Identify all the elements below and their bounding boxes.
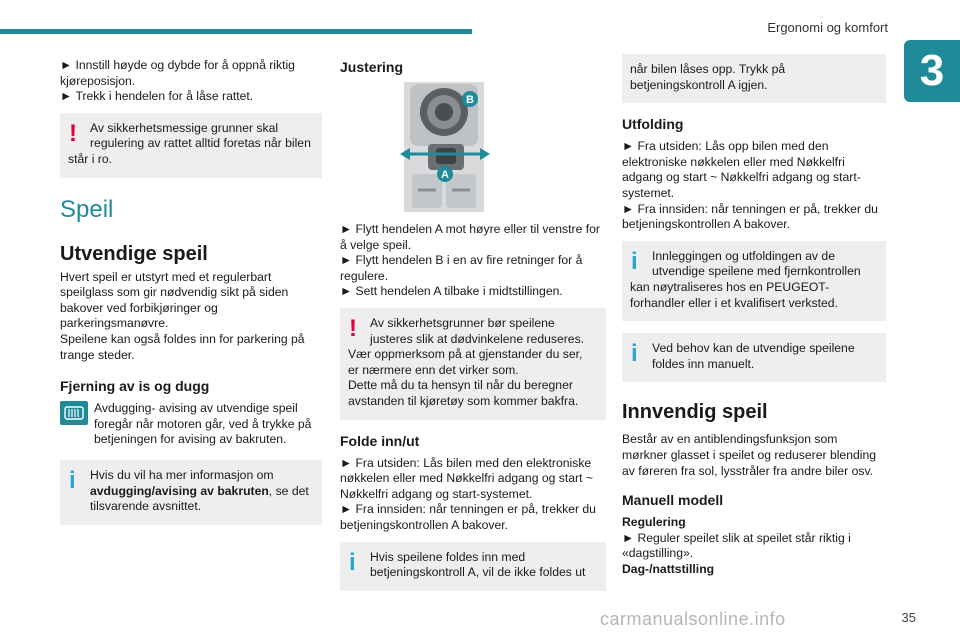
label: Dag-/nattstilling	[622, 561, 715, 576]
subheading: Justering	[340, 59, 404, 75]
mirror-control-figure	[400, 82, 490, 212]
subsection-heading: Innvendig speil	[622, 401, 768, 424]
rear-defrost-icon	[60, 401, 88, 425]
info-box: i Hvis du vil ha mer informasjon om avdugging/avising av bakruten, se det tilsvarende avsnittet.	[60, 460, 322, 525]
subheading: Folde inn/ut	[340, 432, 420, 449]
info-box: i Innleggingen og utfoldingen av de utvendige speilene med fjernkontrollen kan nøytraliseres hos en PEUGEOT-forhandler eller i et kvalifisert verksted.	[622, 241, 886, 321]
list-item: ► Flytt hendelen B i en av fire retninger for å regulere.	[340, 253, 606, 284]
figure-label-a: A	[441, 169, 449, 181]
defog-paragraph: Avdugging- avising av utvendige speil foregår når motoren går, ved å trykke på betjeningen for avising av bakruten.	[60, 401, 322, 448]
info-icon: i	[69, 466, 76, 494]
list-item: ► Fra utsiden: Lås bilen med den elektroniske nøkkelen eller med Nøkkelfri adgang og start ~ Nøkkelfri adgang og start-systemet.	[340, 456, 606, 503]
figure-label-b: B	[466, 94, 474, 106]
column-2	[340, 58, 606, 603]
subheading: Manuell modell	[622, 492, 724, 509]
warning-box: ! Av sikkerhetsmessige grunner skal regulering av rattet alltid foretas når bilen står i ro.	[60, 113, 322, 178]
subheading: Utfolding	[622, 116, 684, 133]
page-number: 35	[901, 610, 916, 625]
info-icon: i	[631, 247, 638, 275]
label: Regulering	[622, 515, 686, 530]
list-item: ► Flytt hendelen A mot høyre eller til venstre for å velge speil.	[340, 222, 606, 253]
list-item: ► Fra innsiden: når tenningen er på, trekker du betjeningskontrollen A bakover.	[340, 502, 606, 533]
paragraph: Hvert speil er utstyrt med et regulerbart speilglass som gir nødvendig sikt på siden bakover ved forbikjøringer og parkeringsmanøvre.	[60, 269, 289, 331]
header-bar	[0, 29, 472, 34]
intro-bullets	[60, 58, 322, 105]
list-item: ► Reguler speilet slik at speilet står riktig i «dagstilling».	[622, 531, 886, 562]
list-item: ► Fra utsiden: Lås opp bilen med den elektroniske nøkkelen eller med Nøkkelfri adgang og start ~ Nøkkelfri adgang og start-systemet.	[622, 139, 886, 201]
subsection-heading: Utvendige speil	[60, 242, 208, 265]
column-1	[60, 58, 322, 537]
section-title: Ergonomi og komfort	[767, 20, 888, 35]
info-box: i Ved behov kan de utvendige speilene foldes inn manuelt.	[622, 333, 886, 382]
list-item: ► Innstill høyde og dybde for å oppnå riktig kjøreposisjon.	[60, 58, 322, 89]
warning-box: ! Av sikkerhetsgrunner bør speilene justeres slik at dødvinkelene reduseres. Vær oppmerksom på at gjenstander du ser, er nærmere enn det virker som. Dette må du ta hensyn til når du beregner avstanden til kjøretøy som kommer bakfra.	[340, 308, 606, 420]
info-icon: i	[631, 340, 638, 368]
info-box-continued: når bilen låses opp. Trykk på betjeningskontroll A igjen.	[622, 54, 886, 103]
list-item: ► Sett hendelen A tilbake i midtstillingen.	[340, 284, 606, 300]
chapter-tab: 3	[904, 40, 960, 102]
column-3	[622, 54, 886, 577]
info-box: i Hvis speilene foldes inn med betjeningskontroll A, vil de ikke foldes ut	[340, 542, 606, 591]
paragraph: Speilene kan også foldes inn for parkering på trange steder.	[60, 331, 305, 362]
info-icon: i	[349, 548, 356, 576]
warning-icon: !	[349, 314, 357, 342]
watermark: carmanualsonline.info	[600, 609, 786, 629]
list-item: ► Fra innsiden: når tenningen er på, trekker du betjeningskontrollen A bakover.	[622, 202, 886, 233]
paragraph: Består av en antiblendingsfunksjon som mørkner glasset i speilet og reduserer blending av føreren fra sol, lysstråler fra andre biler osv.	[622, 432, 877, 478]
subheading: Fjerning av is og dugg	[60, 378, 210, 395]
warning-icon: !	[69, 119, 77, 147]
list-item: ► Trekk i hendelen for å låse rattet.	[60, 89, 322, 105]
section-heading: Speil	[60, 195, 114, 223]
